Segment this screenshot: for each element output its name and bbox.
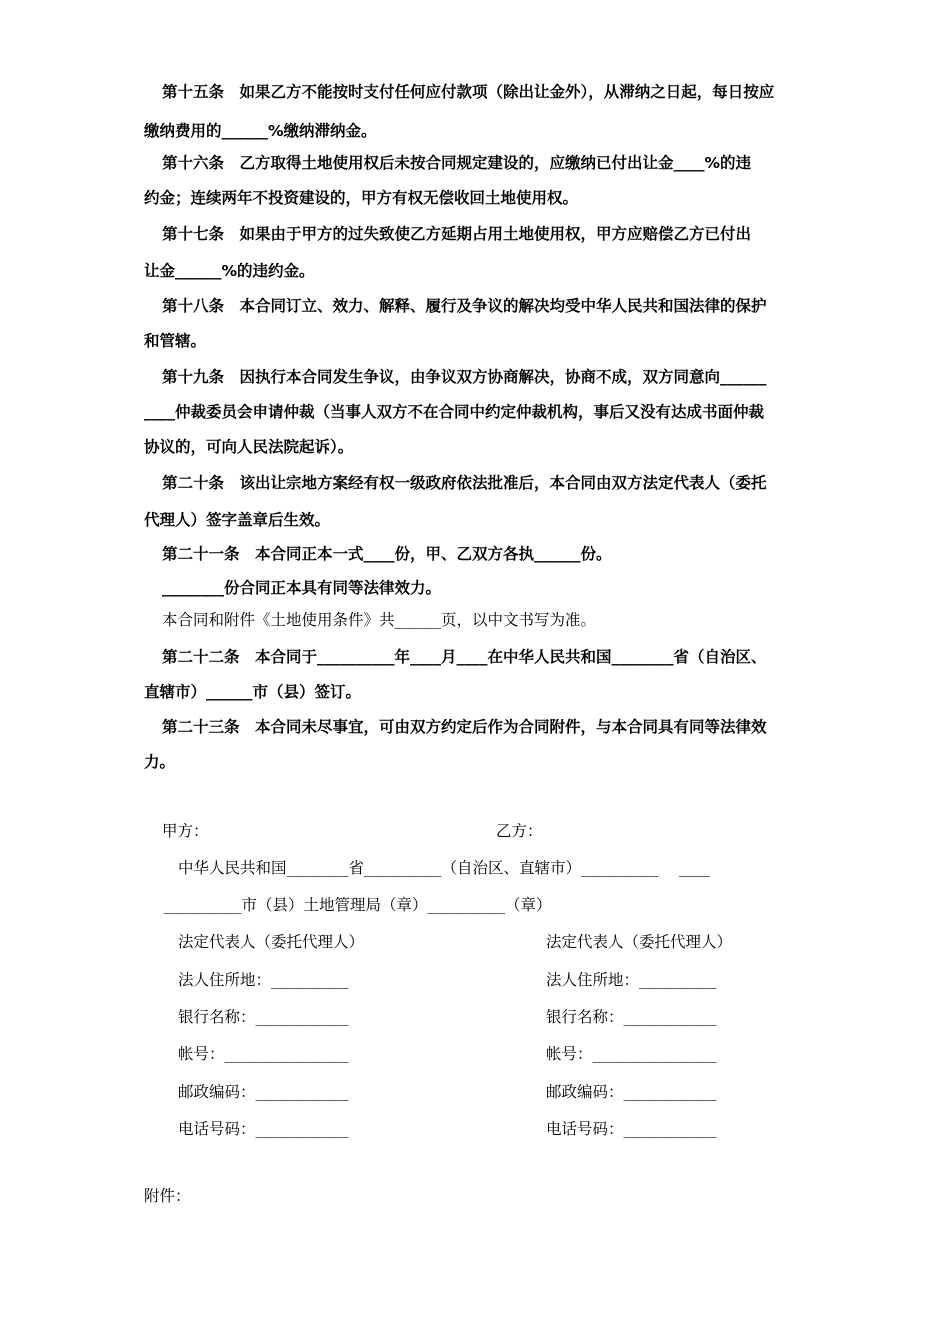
article-23-line-1: 第二十三条 本合同未尽事宜，可由双方约定后作为合同附件，与本合同具有同等法律效 xyxy=(162,718,767,736)
party-b-representative: 法定代表人（委托代理人） xyxy=(546,933,733,951)
article-15-line-1: 第十五条 如果乙方不能按时支付任何应付款项（除出让金外），从滞纳之日起，每日按应 xyxy=(162,83,775,101)
party-a-label: 甲方： xyxy=(162,822,209,840)
article-21-line-1: 第二十一条 本合同正本一式____份，甲、乙双方各执______份。 xyxy=(162,545,612,563)
party-a-bank: 银行名称：____________ xyxy=(178,1008,349,1026)
party-a-phone: 电话号码：____________ xyxy=(178,1120,349,1138)
party-a-address: 法人住所地：__________ xyxy=(178,971,349,989)
party-b-address: 法人住所地：__________ xyxy=(546,971,717,989)
article-18-line-2: 和管辖。 xyxy=(144,332,207,350)
article-15-line-2: 缴纳费用的______%缴纳滞纳金。 xyxy=(144,122,377,140)
article-21-line-3: 本合同和附件《土地使用条件》共______页，以中文书写为准。 xyxy=(162,611,597,629)
party-b-postcode: 邮政编码：____________ xyxy=(546,1083,717,1101)
article-16-line-1: 第十六条 乙方取得土地使用权后未按合同规定建设的，应缴纳已付出让金____%的违 xyxy=(162,154,752,172)
article-19-line-1: 第十九条 因执行本合同发生争议，由争议双方协商解决，协商不成，双方同意向______ xyxy=(162,368,767,386)
article-20-line-2: 代理人）签字盖章后生效。 xyxy=(144,511,331,529)
government-line-2: __________市（县）土地管理局（章）__________（章） xyxy=(164,896,552,914)
article-21-line-2: ________份合同正本具有同等法律效力。 xyxy=(162,579,442,597)
attachment-label: 附件： xyxy=(144,1187,191,1205)
party-b-phone: 电话号码：____________ xyxy=(546,1120,717,1138)
party-b-bank: 银行名称：____________ xyxy=(546,1008,717,1026)
article-18-line-1: 第十八条 本合同订立、效力、解释、履行及争议的解决均受中华人民共和国法律的保护 xyxy=(162,297,767,315)
article-22-line-2: 直辖市）______市（县）签订。 xyxy=(144,683,362,701)
party-a-postcode: 邮政编码：____________ xyxy=(178,1083,349,1101)
article-17-line-1: 第十七条 如果由于甲方的过失致使乙方延期占用土地使用权，甲方应赔偿乙方已付出 xyxy=(162,225,752,243)
article-20-line-1: 第二十条 该出让宗地方案经有权一级政府依法批准后，本合同由双方法定代表人（委托 xyxy=(162,474,767,492)
party-b-account: 帐号：________________ xyxy=(546,1045,717,1063)
party-a-representative: 法定代表人（委托代理人） xyxy=(178,933,365,951)
government-line-1: 中华人民共和国________省__________（自治区、直辖市）__________ ____ xyxy=(178,859,710,877)
party-b-label: 乙方： xyxy=(496,822,543,840)
party-a-account: 帐号：________________ xyxy=(178,1045,349,1063)
article-16-line-2: 约金；连续两年不投资建设的，甲方有权无偿收回土地使用权。 xyxy=(144,189,579,207)
article-22-line-1: 第二十二条 本合同于__________年____月____在中华人民共和国________省（自治区、 xyxy=(162,648,767,666)
article-17-line-2: 让金______%的违约金。 xyxy=(144,262,315,280)
article-19-line-3: 协议的，可向人民法院起诉）。 xyxy=(144,438,354,456)
article-19-line-2: ____仲裁委员会申请仲裁（当事人双方不在合同中约定仲裁机构，事后又没有达成书面仲裁 xyxy=(144,403,765,421)
article-23-line-2: 力。 xyxy=(144,753,176,771)
